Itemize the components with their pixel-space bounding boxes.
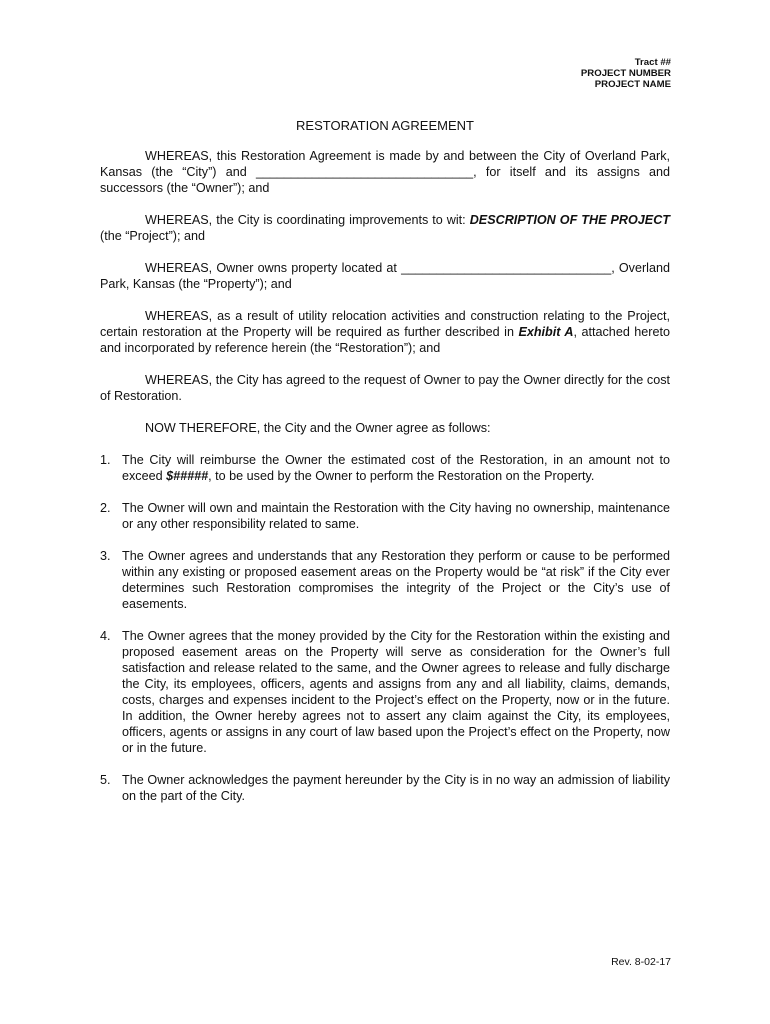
list-item-number: 1.	[100, 453, 111, 467]
recital-project	[100, 212, 670, 244]
document-title: RESTORATION AGREEMENT	[296, 118, 474, 133]
agreement-intro: NOW THEREFORE, the City and the Owner agree as follows:	[145, 421, 491, 435]
project-description-placeholder: DESCRIPTION OF THE PROJECT	[469, 213, 670, 227]
list-item	[100, 548, 670, 612]
term-1-text: The City will reimburse the Owner the estimated cost of the Restoration, in an amount not to exceed	[122, 453, 670, 483]
list-item-number: 2.	[100, 501, 111, 515]
revision-label: Rev. 8-02-17	[611, 956, 671, 968]
term-2-text: The Owner will own and maintain the Restoration with the City having no ownership, maintenance or any other responsibility related to same.	[122, 501, 670, 531]
recital-restoration-text: WHEREAS, as a result of utility relocation activities and construction relating to the Project, certain restoration at the Property will be required as further described in	[100, 309, 670, 339]
term-4-text: The Owner agrees that the money provided by the City for the Restoration within the existing and proposed easement areas on the Property will serve as consideration for the Owner’s full satisfaction and release related to the same, and the Owner agrees to release and fully discharge the City, its employees, officers, agents and assigns from any and all liability, claims, demands, costs, charges and expenses incident to the Project’s effect on the Property, now or in the future. In addition, the Owner hereby agrees not to assert any claim against the City, its employees, officers, agents or assigns in any court of law based upon the Project’s effect on the Property, now or in the future.	[122, 629, 670, 755]
recital-project-suffix: (the “Project”); and	[100, 229, 205, 243]
tract-label: Tract ##	[634, 57, 671, 68]
project-number-label: PROJECT NUMBER	[580, 68, 671, 79]
recital-project-text: WHEREAS, the City is coordinating improvements to wit:	[145, 213, 470, 227]
project-name-label: PROJECT NAME	[594, 79, 671, 90]
header-block	[581, 57, 671, 90]
recital-restoration-suffix: , attached hereto and incorporated by reference herein (the “Restoration”); and	[100, 325, 671, 355]
exhibit-reference: Exhibit A	[518, 325, 574, 339]
term-3-text: The Owner agrees and understands that any Restoration they perform or cause to be performed within any existing or proposed easement areas on the Property would be “at risk” if the City ever determines such Restoration compromises the integrity of the Project or the City’s use of easements.	[122, 549, 670, 611]
list-item-number: 5.	[100, 773, 111, 787]
list-item	[100, 500, 670, 532]
amount-placeholder: $#####	[166, 469, 209, 483]
list-item	[100, 772, 670, 804]
list-item	[100, 452, 670, 484]
list-item-number: 3.	[100, 549, 111, 563]
list-item-number: 4.	[100, 629, 111, 643]
list-item	[100, 628, 670, 756]
recital-restoration	[100, 308, 670, 356]
term-5-text: The Owner acknowledges the payment hereunder by the City is in no way an admission of liability on the part of the City.	[122, 773, 670, 803]
document-body	[100, 148, 670, 804]
recital-parties: WHEREAS, this Restoration Agreement is made by and between the City of Overland Park, Kansas (the “City”) and _______________________________, for itself and its assigns and successors (the “Owner”); and	[100, 149, 670, 195]
recital-property: WHEREAS, Owner owns property located at ______________________________, Overland Park, Kansas (the “Property”); and	[100, 261, 670, 291]
term-1-suffix: , to be used by the Owner to perform the Restoration on the Property.	[208, 469, 595, 483]
terms-list	[100, 452, 670, 804]
recital-payment: WHEREAS, the City has agreed to the request of Owner to pay the Owner directly for the cost of Restoration.	[100, 373, 670, 403]
